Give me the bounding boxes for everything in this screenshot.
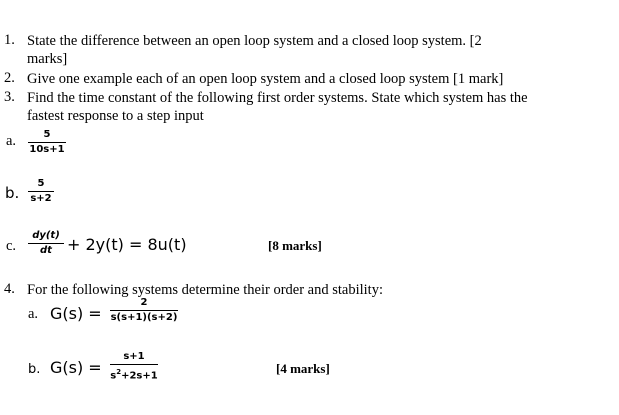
q1-text-line2: marks]: [27, 51, 68, 67]
q2-text: Give one example each of an open loop system and a closed loop system [1 mark]: [27, 71, 504, 87]
q3c-equation: + 2y(t) = 8u(t): [67, 235, 187, 254]
q4b-denominator: [110, 366, 158, 382]
q1-text-line1: State the difference between an open loop system and a closed loop system. [2: [27, 33, 482, 49]
q4b-fraction: [110, 351, 158, 382]
q3b-fraction: [28, 178, 54, 205]
q4a-fraction: [110, 297, 178, 324]
q3-text-line2: fastest response to a step input: [27, 108, 204, 124]
q3a-fraction: [28, 129, 66, 156]
q3a-numerator: 5: [43, 129, 51, 140]
q3b-denominator: s+2: [30, 193, 52, 204]
q3a-fraction-bar: [28, 142, 66, 143]
q4b-denominator-rest: +2s+1: [121, 370, 158, 382]
q4a-label: a.: [28, 306, 39, 322]
q4b-denominator-base: s: [110, 370, 117, 382]
q2-number: 2.: [4, 70, 15, 86]
q4b-fraction-bar: [110, 364, 158, 365]
q3c-fraction-bar: [28, 243, 64, 244]
q3c-denominator: dt: [40, 245, 52, 256]
q3-text-line1: Find the time constant of the following first order systems. State which system has the: [27, 90, 528, 106]
q4b-lhs: G(s) =: [50, 358, 102, 377]
q4-marks: [4 marks]: [276, 361, 330, 376]
q4-number: 4.: [4, 281, 15, 297]
q4a-numerator: 2: [140, 297, 148, 308]
q1-number: 1.: [4, 32, 15, 48]
q4b-label: b.: [28, 362, 41, 377]
q3b-fraction-bar: [28, 191, 54, 192]
q3c-label: c.: [6, 238, 17, 254]
q3b-label: b.: [5, 184, 20, 202]
q3-number: 3.: [4, 89, 15, 105]
q3b-numerator: 5: [37, 178, 45, 189]
q4b-numerator: s+1: [123, 351, 145, 362]
q3c-numerator: dy(t): [32, 230, 60, 241]
q4b-denominator-exponent: 2: [116, 368, 122, 376]
q3a-label: a.: [6, 133, 17, 149]
q3a-denominator: 10s+1: [29, 144, 65, 155]
q4a-lhs: G(s) =: [50, 304, 102, 323]
q4a-fraction-bar: [110, 310, 178, 311]
q3-marks: [8 marks]: [268, 238, 322, 253]
q3c-fraction: [28, 230, 64, 257]
q4a-denominator: s(s+1)(s+2): [110, 312, 178, 323]
q4-text: For the following systems determine their order and stability:: [27, 282, 383, 298]
